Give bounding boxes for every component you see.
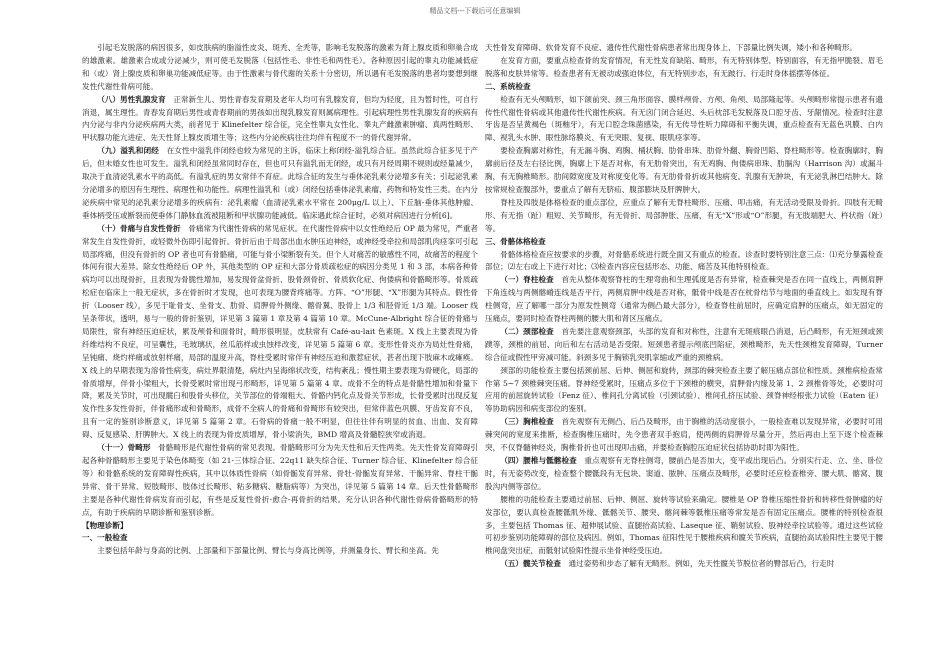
paragraph bbox=[485, 274, 883, 326]
paragraph bbox=[485, 197, 883, 236]
paragraph-lead: （五）髋关节检查 bbox=[500, 559, 561, 569]
paragraph bbox=[485, 558, 883, 571]
paragraph bbox=[485, 326, 883, 365]
section-heading: 【物理诊断】 bbox=[82, 520, 128, 530]
paragraph bbox=[485, 249, 883, 275]
paragraph-text: 骨骼畸形是代谢性骨病的常见表现。骨骼畸形可分为先天性和后天性两类。先天性骨发育障碍引起各种骨骼畸形主要见于染色体畸变（如 21-三体综合征、22q11 缺失综合征、Turner 综合征、Klinefelter 综合征等）和骨骼系统的发育障碍性疾病，其中以体质性骨病（如骨骺发育异常、骨牡-骨骺发育异常、干骺异常、脊柱干骺异常、骨干异常、短肢畸形、肢体过长畸形、粘多糖病、糖脂病等）为突出，详见第 5 篇第 14 章。后天性骨骼畸形主要是各种代谢性骨病发育而引起，有些是反复性骨折-愈合-再骨折的结果。充分认识各种代谢性骨病骨骼畸形的特点，有助于疾病的早期诊断和鉴别诊断。 bbox=[82, 443, 478, 517]
paragraph-text: 正常新生儿、男性青春发育期及老年人均可有乳腺发育，但均为轻度，且为暂时性，可自行消退，属生理性。青春发育期后男性或青春期前的男孩如出现乳腺发育则属病理性。引起病理性男性乳腺发育的疾病有内分泌与非内分泌疾病两大类，前者见于 Klinefelter 综合征，完全性睾丸女性化、睾丸产雌激素肿瘤、真两性畸形、甲状腺功能亢进症、先天性肾上腺皮质增生等；这些内分泌疾病往往均伴有程度不一的骨代谢异常。 bbox=[82, 94, 478, 143]
paragraph-lead: （四）腰椎与骶髂检查 bbox=[500, 456, 577, 465]
paragraph-text: 检查有无头颅畸形，如下颌前突、颈三角形面容、膜样颅骨、方颅、角颅、局部隆起等。头颅畸形常提示患者有遗传性代谢性骨病或其他遗传性代谢性疾病。有无囟门闭合延迟、头后枕部毛发脱落及口腔牙齿、牙龈情况。检查时注意牙齿是否呈黄褐色（斑釉牙），有无口腔念珠菌感染，有无传导性听力障碍和平衡失调，重点检查有无蓝色巩膜、白内障、视乳头水肿、眼性脉络膜炎、有无突眼、复视、眼肌痉挛等。 bbox=[485, 94, 883, 143]
page-header: 精品文档---下载后可任意编辑 bbox=[429, 7, 521, 15]
paragraph-text: 骨骼体格检查应按要求的步骤，对骨骼系统进行既全面又有重点的检查。诊查时要特别注意三点：⑴充分暴露检查部位；⑵左右或上下进行对比；⑶检查内容应包括形态、功能、痛苦及其他特别检查。 bbox=[485, 249, 883, 272]
paragraph-lead: （九）溢乳和闭经 bbox=[97, 146, 159, 156]
paragraph-text: 要检查胸廓对称性，有无漏斗胸、鸡胸、桶状胸、肋骨串珠、肋骨外翻、胸骨凹陷、脊柱畸形等。检查胸廓时，胸廓前后径及左右径比例，胸廓上下是否对称，有无肋骨突出，有无鸡胸、佝偻病串珠、肋膈沟（Harrison 沟）或漏斗胸，有无胸椎畸形。肋间隙宽度及对称度变化等。有无肋骨骨折或其他病变。乳腺有无肿块，有无泌乳淋巴结肿大。除按常规检查腹部外，要重点了解有无脐疝、腹部膨块及肝脾肿大。 bbox=[485, 146, 883, 194]
paragraph bbox=[485, 455, 883, 494]
paragraph bbox=[82, 42, 478, 94]
paragraph-text: 重点观察有无脊柱侧弯，腰前凸是否加大，变平或出现后凸。分别实行走、立、坐、卧位时，有无姿势改变，检查整个腰骶段有无包块、窦道、脓肿、压痛点及畸形，必要时还应检查椎旁、腰大肌、髂窝、腹股沟内侧等部位。 bbox=[485, 456, 883, 491]
right-column bbox=[485, 42, 883, 670]
paragraph bbox=[485, 145, 883, 197]
paragraph bbox=[82, 94, 478, 146]
paragraph-lead: （十）骨痛与自发性骨折 bbox=[97, 223, 181, 233]
paragraph bbox=[485, 365, 883, 417]
paragraph bbox=[485, 416, 883, 455]
section-heading: 一、一般检查 bbox=[82, 533, 128, 543]
left-column bbox=[82, 42, 478, 670]
paragraph bbox=[485, 94, 883, 146]
paragraph-lead: （二）颈部检查 bbox=[500, 326, 554, 336]
paragraph-text: 首先要注意观察颈部，头部的发育和对称性，注意有无斑痕眼凸消退，后凸畸形，有无短颈或颈蹼等，颈椎的前屈、向后和左右活动是否受限。短颈患者提示颅底凹陷症，颈椎畸形，先天性颈椎发育障碍，Turner 综合征或假性甲旁减可能。斜颈多见于胸锁乳突肌挛缩或严重的颈椎病。 bbox=[485, 326, 883, 362]
paragraph-text: 天性骨发育障碍、软骨发育不良症、遗传性代谢性骨病患者常出现身体上、下部量比例失调，矮小和各种畸形。 bbox=[485, 43, 858, 52]
paragraph bbox=[82, 442, 478, 519]
paragraph bbox=[485, 55, 883, 81]
paragraph bbox=[82, 545, 478, 558]
paragraph-text: 颈部的功能检查主要包括颈前屈、后伸、侧屈和旋转，颈部的棘突检查主要了解压痛点部位和性质。颈椎病检查常作第 5~7 颈椎棘突压痛。脊神经受累时，压痛点多位于下颈椎的横突，肩胛骨内缘及第 1、2 颈椎骨等处，必要时可应用的前屈旋转试验（Fenz 征）、椎间孔分离试验（引颈试验）、椎间孔挤压试验、颈脊神经根张力试验（Eaten 征）等协助病因和病变部位的鉴别。 bbox=[485, 365, 883, 414]
paragraph bbox=[82, 223, 478, 442]
section-heading: 二、系统检查 bbox=[485, 81, 531, 91]
paragraph-text: 首先从整体观察脊柱的生理弯曲和生理弧度是否有异常，检查棘突是否在同一直线上，两侧肩胛下角连线与两侧髂嵴连线是否平行，两侧肩胛中线是否对称，骶骨中线是否在枕骨结节与地面的垂直线上。如发现有脊柱侧弯，应了解哪一部分为原发性侧弯（通常为侧凸最大部分），检查脊柱前屈时，应确定肩胛的压痛点，如无固定的压痛点，要同时检查脊柱两侧的腰大肌和肾区压痛点。 bbox=[485, 275, 883, 324]
paragraph bbox=[485, 42, 883, 55]
paragraph-lead: （三）胸椎检查 bbox=[500, 417, 554, 427]
paragraph-text: 首先观察有无侧凸、后凸及畸形，由于胸椎的活动度很小，一般检查难以发现异常，必要时可用棘突间的宽度来推断，检查胸椎压痛时，先令患者双手抱肩，使两侧的肩胛骨尽量分开，然后再由上至下逐个检查棘突，不仅脊髓神经炎，胸椎骨折也可出现叩击痛，并要检查胸腔压迫症状包括协助时即为阳性。 bbox=[485, 417, 883, 453]
paragraph-text: 骨痛常为代谢性骨病的常见症状。在代谢性骨病中以女性绝经后 OP 最为常见，严重者常发生自发性骨折，或轻微外伤即引起骨折。骨折后由于局部出血水肿压迫神经，或神经受牵拉和局部肌肉痉挛可引起局部疼痛，但没有骨折的 OP 者也可有骨骼痛，可能与骨小梁断裂有关。但个人对痛苦的敏感性不同，故痛苦的程度个体间有很大差异。除女性绝经后 OP 外，其他类型的 OP 症和大部分骨质疏松症的病因分类见 1 和 3 部，本病各种骨病均可以出现骨折，且表现为骨脆性增加，易发现骨盆骨折、股骨颈骨折、骨质软化症、佝偻病和骨骼畸形等。骨质疏松症在临床上一般无症状，多在骨折时才发现，也可表现为腰背疼痛等。方阵、“O”形腿、“X”形腿为其特点。假性骨折（Looser 线），多见于耻骨支、坐骨支、肋骨、肩胛骨外侧缘、髂骨翼、股骨上 1/3 和胫骨近 1/3 端。Looser 线呈条带状，透明，易与一般的骨折鉴别，详见第 3 篇第 1 章及第 4 篇第 10 章。McCune-Albright 综合征的骨痛与局限性，常有神经压迫症状，累及颅骨和面骨时，畸形很明显，皮肤常有 Café-au-lait 色素斑。X 线上主要表现为骨纤维结构不良症，可呈囊性，毛玻璃状，丝瓜筋样或虫蚀样改变，详见第 5 篇第 6 章。变形性骨炎亦为局灶性骨痛，呈钝痛、烧灼样痛或放射样痛，局部的温度升高，脊柱受累时常伴有神经压迫和激惹症状，甚者出现下肢麻木或瘫痪。X 线上的早期表现为溶骨性病变，病灶界限清楚，病灶内呈海绵状改变，结构紊乱；慢性期主要表现为骨硬化，局部的骨质增厚，伴骨小梁粗大，长骨受累时常出现弓形畸形，详见第 5 篇第 4 章。成骨不全的特点是骨骼性增加和骨量下降，累及关节时，可出现髋臼和股骨头移位，关节部位的骨端粗大、骨骼内钙化点及骨关节形成，长骨受累时出现反复发作性多发性骨折，伴骨痛形或和骨畸形，成骨不全病人的骨痛和骨畸形有较突出，但常伴蓝色巩膜、牙齿发育不良，且有一定的鉴别诊断意义，详见第 5 篇第 2 章。石骨病的骨痛一般不明显，但往往伴有明显的贫血、出血、发育障碍、反复感染、肝脾肿大。X 线上的表现为骨皮质增厚，骨小梁消失，BMD 增高及骨髓腔狭窄或消退。 bbox=[82, 223, 478, 440]
paragraph-text: 引起毛发脱落的病因很多，如皮肤病的脂溢性皮炎、斑秃、全秃等，影响毛发脱落的激素为肾上腺皮质和卵巢合成的雄激素。雄激素合成或分泌减少，则可使毛发脱落（包括性毛、非性毛和两性毛）。各种原因引起的睾丸功能减低症和（或）肾上腺皮质和卵巢功能减低症等。由于性激素与骨代谢的关系十分密切，所以遇有毛发脱落的患者均要想到继发性代谢性骨病可能。 bbox=[82, 43, 478, 91]
paragraph-text: 在女性中溢乳伴闭经也较为常见的主诉，临床上称闭经-溢乳综合征。虽然此综合征多见于产后，但未婚女性也可发生。溢乳和闭经虽常同时存在，但也可只有溢乳而无闭经，或只有月经周期不规则或经量减少，取决于血清泌乳素水平的高低。有溢乳症的男女常伴不育症。此综合征的发生与垂体泌乳素分泌增多有关；引起泌乳素分泌增多的原因有生理性、病理性和功能性。病理性溢乳和（或）闭经包括垂体泌乳素瘤、药物和特发性三类。在内分泌疾病中常见的泌乳素分泌增多的疾病有：泌乳素瘤（血清泌乳素水平常在 200μg/L 以上）、下丘脑-垂体其他肿瘤、垂体柄受压或断裂而使垂体门静脉血流被阻断和甲状腺功能减低。临床遇此综合征时，必须对病因进行分析[6]。 bbox=[82, 146, 478, 220]
paragraph-text: 脊柱及四肢是体格检查的重点部位，应重点了解有无脊柱畸形、压痛、叩击痛，有无活动受限及骨折。四肢有无畸形、有无指（趾）粗短、关节畸形，有无骨折、局部肿胀、压痛，有无“X”形或“O”形腿，有无肢端肥大、杵状指（趾）等。 bbox=[485, 197, 883, 233]
paragraph-text: 在发育方面，要重点检查骨的发育情况，有无性发育缺陷、畸形，有无特别体型、特别面容，有无指甲脆裂、眉毛脱落和皮肤异常等。检查患者有无被动或强迫体位，有无特别步态，有无跛行、行走时身体摇摆等体征。 bbox=[485, 55, 883, 78]
paragraph bbox=[485, 494, 883, 559]
paragraph-text: 通过姿势和步态了解有无畸形。例如，先天性髋关节脱位者的臀部后凸，行走时 bbox=[568, 559, 835, 569]
paragraph-lead: （一）脊柱检查 bbox=[500, 275, 554, 285]
paragraph-lead: （十一）骨畸形 bbox=[97, 443, 151, 453]
section-heading: 三、骨骼体格检查 bbox=[485, 236, 546, 246]
paragraph-text: 腰椎的功能检查主要通过前屈、后伸、侧屈、旋转等试验来确定。腰椎是 OP 脊椎压缩性骨折和转移性骨肿瘤的好发部位，要认真检查腰骶肌外缘、骶髂关节、腰突、髂间棘等骶椎压痛等常发是否有固定压痛点。腰椎的特别检查很多，主要包括 Thomas 征、超伸展试验、直腿抬高试验、Laseque 征、鞘射试验、股神经牵拉试验等。通过这些试验可初步鉴别功能障碍的部位及病因。例如，Thomas 征阳性见于腰椎疾病和髋关节疾病，直腿抬高试验阳性主要见于腰椎间盘突出症，而骶射试验阳性提示坐骨神经受压迫。 bbox=[485, 494, 883, 556]
paragraph-text: 主要包括年龄与身高的比例、上部量和下部量比例、臂长与身高比例等，并测量身长、臂长和坐高。先 bbox=[97, 546, 439, 556]
paragraph-lead: （八）男性乳腺发育 bbox=[97, 94, 166, 104]
paragraph bbox=[82, 145, 478, 222]
